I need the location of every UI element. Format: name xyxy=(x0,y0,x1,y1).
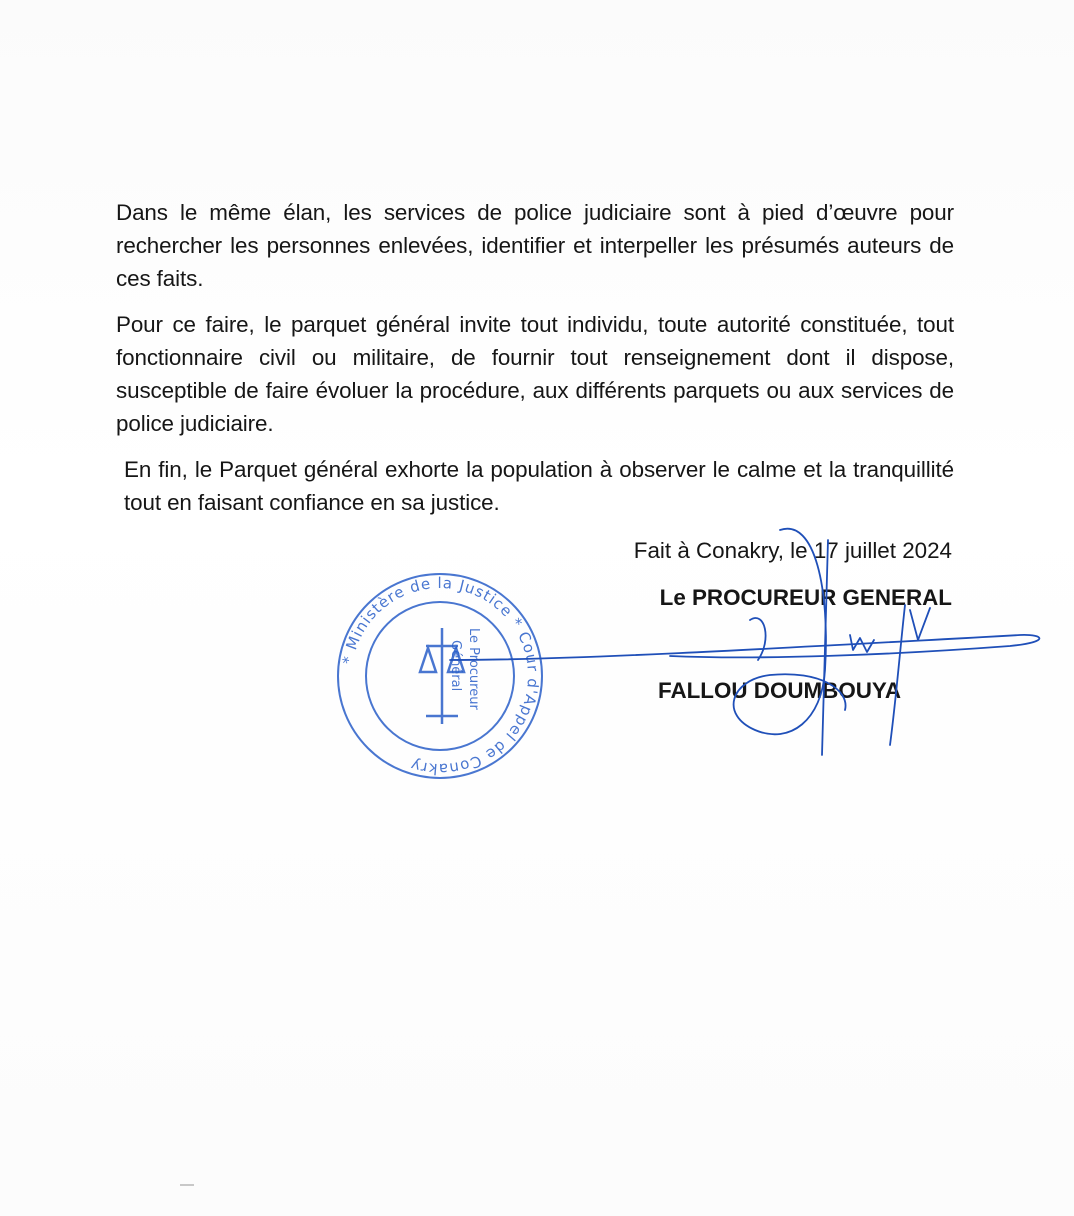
paragraph-call-for-calm: En fin, le Parquet général exhorte la population à observer le calme et la tranquillité tout en faisant confiance en sa justice. xyxy=(124,457,954,515)
svg-text:Général: Général xyxy=(448,640,463,692)
document-body xyxy=(116,196,954,532)
svg-text:* Ministère de la Justice * Co: * Ministère de la Justice * Cour d'Appel de Conakry xyxy=(338,573,543,779)
handwritten-signature xyxy=(420,510,1050,770)
scan-mark xyxy=(180,1184,194,1190)
signatory-name: FALLOU DOUMBOUYA xyxy=(658,678,901,703)
paragraph-search-operations: Dans le même élan, les services de police judiciaire sont à pied d’œuvre pour rechercher les personnes enlevées, identifier et interpeller les présumés auteurs de ces faits. xyxy=(116,200,954,291)
paragraph-public-appeal: Pour ce faire, le parquet général invite tout individu, toute autorité constituée, tout fonctionnaire civil ou militaire, de fournir tout renseignement dont il dispose, susceptible de faire évoluer la procédure, aux différents parquets ou aux services de police judiciaire. xyxy=(116,312,954,436)
signatory-title: Le PROCUREUR GENERAL xyxy=(659,585,952,610)
svg-text:Le Procureur: Le Procureur xyxy=(466,628,481,710)
place-and-date: Fait à Conakry, le 17 juillet 2024 xyxy=(633,538,952,563)
